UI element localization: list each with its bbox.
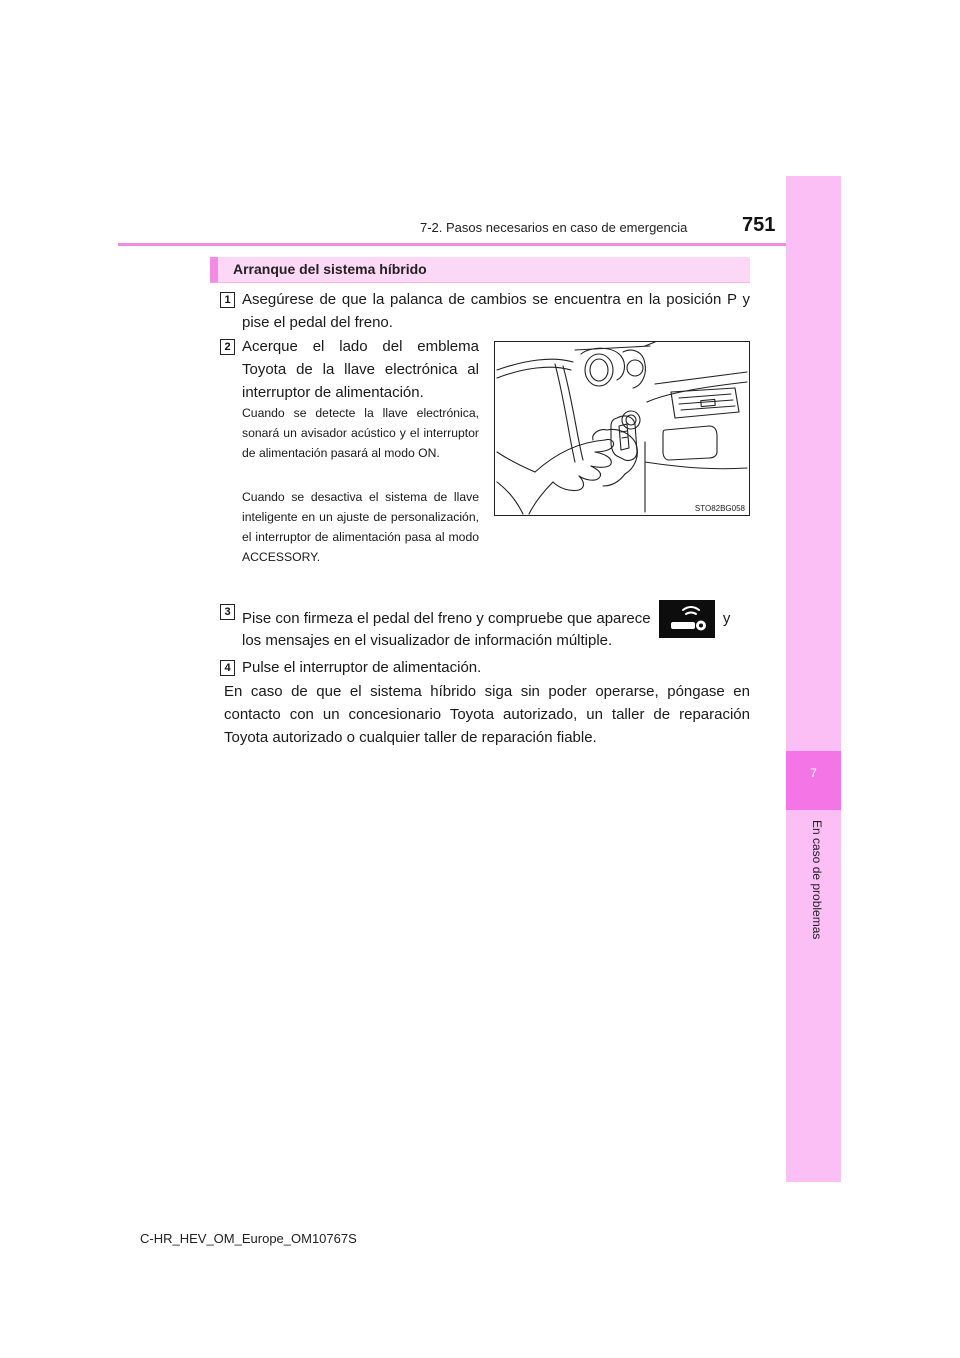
step-3-text-after-icon: y — [722, 609, 731, 627]
step-1-text: Asegúrese de que la palanca de cambios se encuentra en la posición P y pise el pedal del freno. — [242, 291, 750, 331]
chapter-title: En caso de problemas — [810, 820, 824, 940]
running-header-section: 7-2. Pasos necesarios en caso de emergencia — [420, 220, 688, 235]
side-tab-active-chapter — [786, 751, 841, 810]
step-3-line-2: los mensajes en el visualizador de información múltiple. — [242, 632, 613, 649]
key-to-power-switch-illustration — [494, 341, 750, 516]
page-number: 751 — [742, 214, 776, 236]
step-2-text: Acerque el lado del emblema Toyota de la llave electrónica al interruptor de alimentación. — [242, 338, 479, 401]
header-divider — [118, 243, 841, 246]
side-tab-upper — [786, 176, 841, 751]
step-4-badge: 4 — [220, 660, 235, 676]
step-3-badge: 3 — [220, 604, 235, 620]
step-1-badge: 1 — [220, 292, 235, 308]
document-id: C-HR_HEV_OM_Europe_OM10767S — [140, 1231, 357, 1246]
section-heading-text: Arranque del sistema híbrido — [233, 261, 427, 277]
step-2-note-2: Cuando se desactiva el sistema de llave inteligente en un ajuste de personalización, el interruptor de alimentación pasa al modo ACCESSORY. — [242, 490, 479, 564]
chapter-number: 7 — [810, 766, 817, 780]
step-4-text: Pulse el interruptor de alimentación. — [242, 659, 482, 676]
section-heading — [210, 257, 750, 283]
step-2-note-1: Cuando se detecte la llave electrónica, sonará un avisador acústico y el interruptor de alimentación pasará al modo ON. — [242, 406, 479, 460]
closing-paragraph: En caso de que el sistema híbrido siga sin poder operarse, póngase en contacto con un concesionario Toyota autorizado, un taller de reparación Toyota autorizado o cualquier taller de reparación fiable. — [224, 683, 750, 746]
figure-code: STO82BG058 — [694, 504, 745, 513]
step-2-badge: 2 — [220, 339, 235, 355]
step-3-text-before-icon: Pise con firmeza el pedal del freno y compruebe que aparece — [242, 609, 651, 627]
illustration-drawing — [495, 342, 749, 515]
